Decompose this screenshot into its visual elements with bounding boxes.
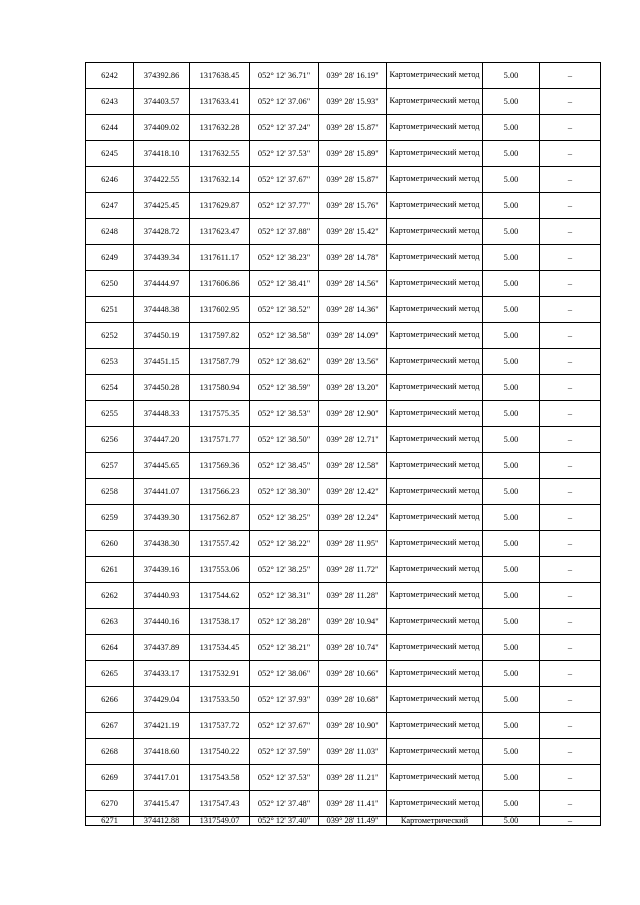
y-coordinate-cell: 1317540.22 (190, 739, 250, 765)
y-coordinate-cell: 1317611.17 (190, 245, 250, 271)
table-row (86, 505, 601, 531)
method-cell: Картометрический метод (387, 609, 483, 635)
description-cell: – (540, 453, 601, 479)
latitude-cell: 052° 12' 37.59" (250, 739, 319, 765)
point-number-cell: 6259 (86, 505, 134, 531)
x-coordinate-cell: 374429.04 (134, 687, 190, 713)
table-row (86, 297, 601, 323)
point-number-cell: 6243 (86, 89, 134, 115)
longitude-cell: 039° 28' 10.68" (319, 687, 387, 713)
latitude-cell: 052° 12' 38.52" (250, 297, 319, 323)
y-coordinate-cell: 1317557.42 (190, 531, 250, 557)
point-number-cell: 6265 (86, 661, 134, 687)
y-coordinate-cell: 1317602.95 (190, 297, 250, 323)
description-cell: – (540, 765, 601, 791)
description-cell: – (540, 687, 601, 713)
latitude-cell: 052° 12' 38.41" (250, 271, 319, 297)
description-cell: – (540, 141, 601, 167)
point-number-cell: 6263 (86, 609, 134, 635)
table-row (86, 401, 601, 427)
latitude-cell: 052° 12' 37.24" (250, 115, 319, 141)
latitude-cell: 052° 12' 36.71" (250, 63, 319, 89)
method-cell: Картометрический метод (387, 167, 483, 193)
method-cell: Картометрический метод (387, 63, 483, 89)
point-number-cell: 6267 (86, 713, 134, 739)
description-cell: – (540, 297, 601, 323)
longitude-cell: 039° 28' 12.58" (319, 453, 387, 479)
accuracy-cell: 5.00 (483, 765, 540, 791)
table-row (86, 141, 601, 167)
longitude-cell: 039° 28' 11.28" (319, 583, 387, 609)
accuracy-cell: 5.00 (483, 245, 540, 271)
x-coordinate-cell: 374448.38 (134, 297, 190, 323)
description-cell: – (540, 193, 601, 219)
latitude-cell: 052° 12' 38.06" (250, 661, 319, 687)
x-coordinate-cell: 374439.34 (134, 245, 190, 271)
table-row (86, 63, 601, 89)
y-coordinate-cell: 1317575.35 (190, 401, 250, 427)
latitude-cell: 052° 12' 38.59" (250, 375, 319, 401)
x-coordinate-cell: 374441.07 (134, 479, 190, 505)
method-cell: Картометрический метод (387, 193, 483, 219)
point-number-cell: 6258 (86, 479, 134, 505)
description-cell: – (540, 713, 601, 739)
longitude-cell: 039° 28' 12.24" (319, 505, 387, 531)
method-cell: Картометрический (387, 817, 483, 826)
point-number-cell: 6266 (86, 687, 134, 713)
point-number-cell: 6244 (86, 115, 134, 141)
method-cell: Картометрический метод (387, 583, 483, 609)
y-coordinate-cell: 1317543.58 (190, 765, 250, 791)
x-coordinate-cell: 374428.72 (134, 219, 190, 245)
description-cell: – (540, 89, 601, 115)
longitude-cell: 039° 28' 14.36" (319, 297, 387, 323)
description-cell: – (540, 427, 601, 453)
accuracy-cell: 5.00 (483, 167, 540, 193)
latitude-cell: 052° 12' 38.58" (250, 323, 319, 349)
latitude-cell: 052° 12' 37.67" (250, 713, 319, 739)
description-cell: – (540, 479, 601, 505)
longitude-cell: 039° 28' 15.93" (319, 89, 387, 115)
longitude-cell: 039° 28' 10.66" (319, 661, 387, 687)
y-coordinate-cell: 1317544.62 (190, 583, 250, 609)
y-coordinate-cell: 1317587.79 (190, 349, 250, 375)
x-coordinate-cell: 374437.89 (134, 635, 190, 661)
y-coordinate-cell: 1317638.45 (190, 63, 250, 89)
latitude-cell: 052° 12' 37.40" (250, 817, 319, 826)
accuracy-cell: 5.00 (483, 141, 540, 167)
latitude-cell: 052° 12' 38.23" (250, 245, 319, 271)
accuracy-cell: 5.00 (483, 63, 540, 89)
latitude-cell: 052° 12' 38.50" (250, 427, 319, 453)
description-cell: – (540, 245, 601, 271)
latitude-cell: 052° 12' 38.30" (250, 479, 319, 505)
latitude-cell: 052° 12' 38.31" (250, 583, 319, 609)
table-body (86, 63, 601, 826)
point-number-cell: 6269 (86, 765, 134, 791)
accuracy-cell: 5.00 (483, 557, 540, 583)
method-cell: Картометрический метод (387, 427, 483, 453)
accuracy-cell: 5.00 (483, 193, 540, 219)
table-row (86, 531, 601, 557)
latitude-cell: 052° 12' 37.93" (250, 687, 319, 713)
table-row (86, 89, 601, 115)
y-coordinate-cell: 1317533.50 (190, 687, 250, 713)
method-cell: Картометрический метод (387, 323, 483, 349)
accuracy-cell: 5.00 (483, 427, 540, 453)
table-row (86, 115, 601, 141)
accuracy-cell: 5.00 (483, 791, 540, 817)
description-cell: – (540, 557, 601, 583)
y-coordinate-cell: 1317623.47 (190, 219, 250, 245)
y-coordinate-cell: 1317632.28 (190, 115, 250, 141)
accuracy-cell: 5.00 (483, 505, 540, 531)
point-number-cell: 6268 (86, 739, 134, 765)
description-cell: – (540, 401, 601, 427)
accuracy-cell: 5.00 (483, 817, 540, 826)
method-cell: Картометрический метод (387, 739, 483, 765)
method-cell: Картометрический метод (387, 219, 483, 245)
method-cell: Картометрический метод (387, 453, 483, 479)
method-cell: Картометрический метод (387, 687, 483, 713)
accuracy-cell: 5.00 (483, 713, 540, 739)
description-cell: – (540, 115, 601, 141)
longitude-cell: 039° 28' 13.56" (319, 349, 387, 375)
y-coordinate-cell: 1317580.94 (190, 375, 250, 401)
latitude-cell: 052° 12' 38.62" (250, 349, 319, 375)
latitude-cell: 052° 12' 37.88" (250, 219, 319, 245)
x-coordinate-cell: 374438.30 (134, 531, 190, 557)
description-cell: – (540, 271, 601, 297)
accuracy-cell: 5.00 (483, 349, 540, 375)
x-coordinate-cell: 374439.30 (134, 505, 190, 531)
y-coordinate-cell: 1317629.87 (190, 193, 250, 219)
table-row (86, 713, 601, 739)
latitude-cell: 052° 12' 38.25" (250, 557, 319, 583)
latitude-cell: 052° 12' 37.06" (250, 89, 319, 115)
point-number-cell: 6249 (86, 245, 134, 271)
accuracy-cell: 5.00 (483, 375, 540, 401)
description-cell: – (540, 63, 601, 89)
table-row (86, 817, 601, 826)
accuracy-cell: 5.00 (483, 401, 540, 427)
accuracy-cell: 5.00 (483, 635, 540, 661)
x-coordinate-cell: 374409.02 (134, 115, 190, 141)
longitude-cell: 039° 28' 10.74" (319, 635, 387, 661)
accuracy-cell: 5.00 (483, 531, 540, 557)
description-cell: – (540, 505, 601, 531)
point-number-cell: 6255 (86, 401, 134, 427)
method-cell: Картометрический метод (387, 557, 483, 583)
method-cell: Картометрический метод (387, 141, 483, 167)
accuracy-cell: 5.00 (483, 89, 540, 115)
x-coordinate-cell: 374440.16 (134, 609, 190, 635)
description-cell: – (540, 375, 601, 401)
point-number-cell: 6257 (86, 453, 134, 479)
table-row (86, 349, 601, 375)
longitude-cell: 039° 28' 15.89" (319, 141, 387, 167)
latitude-cell: 052° 12' 37.67" (250, 167, 319, 193)
table-row (86, 583, 601, 609)
x-coordinate-cell: 374444.97 (134, 271, 190, 297)
table-row (86, 479, 601, 505)
point-number-cell: 6251 (86, 297, 134, 323)
table-row (86, 635, 601, 661)
method-cell: Картометрический метод (387, 89, 483, 115)
latitude-cell: 052° 12' 38.21" (250, 635, 319, 661)
description-cell: – (540, 167, 601, 193)
x-coordinate-cell: 374433.17 (134, 661, 190, 687)
longitude-cell: 039° 28' 12.71" (319, 427, 387, 453)
x-coordinate-cell: 374448.33 (134, 401, 190, 427)
description-cell: – (540, 323, 601, 349)
y-coordinate-cell: 1317571.77 (190, 427, 250, 453)
longitude-cell: 039° 28' 14.09" (319, 323, 387, 349)
longitude-cell: 039° 28' 15.87" (319, 115, 387, 141)
x-coordinate-cell: 374403.57 (134, 89, 190, 115)
description-cell: – (540, 791, 601, 817)
point-number-cell: 6245 (86, 141, 134, 167)
description-cell: – (540, 635, 601, 661)
accuracy-cell: 5.00 (483, 739, 540, 765)
table-row (86, 323, 601, 349)
longitude-cell: 039° 28' 14.56" (319, 271, 387, 297)
table-row (86, 791, 601, 817)
y-coordinate-cell: 1317562.87 (190, 505, 250, 531)
y-coordinate-cell: 1317538.17 (190, 609, 250, 635)
table-row (86, 739, 601, 765)
point-number-cell: 6256 (86, 427, 134, 453)
y-coordinate-cell: 1317534.45 (190, 635, 250, 661)
point-number-cell: 6260 (86, 531, 134, 557)
latitude-cell: 052° 12' 37.77" (250, 193, 319, 219)
table-row (86, 271, 601, 297)
description-cell: – (540, 349, 601, 375)
y-coordinate-cell: 1317547.43 (190, 791, 250, 817)
y-coordinate-cell: 1317537.72 (190, 713, 250, 739)
table-row (86, 375, 601, 401)
table-row (86, 661, 601, 687)
method-cell: Картометрический метод (387, 401, 483, 427)
accuracy-cell: 5.00 (483, 479, 540, 505)
table-row (86, 245, 601, 271)
method-cell: Картометрический метод (387, 115, 483, 141)
x-coordinate-cell: 374418.60 (134, 739, 190, 765)
method-cell: Картометрический метод (387, 791, 483, 817)
y-coordinate-cell: 1317553.06 (190, 557, 250, 583)
x-coordinate-cell: 374425.45 (134, 193, 190, 219)
method-cell: Картометрический метод (387, 479, 483, 505)
longitude-cell: 039° 28' 15.76" (319, 193, 387, 219)
coordinates-table (85, 62, 601, 826)
longitude-cell: 039° 28' 14.78" (319, 245, 387, 271)
method-cell: Картометрический метод (387, 245, 483, 271)
x-coordinate-cell: 374412.88 (134, 817, 190, 826)
longitude-cell: 039° 28' 11.03" (319, 739, 387, 765)
x-coordinate-cell: 374421.19 (134, 713, 190, 739)
x-coordinate-cell: 374450.19 (134, 323, 190, 349)
description-cell: – (540, 661, 601, 687)
accuracy-cell: 5.00 (483, 297, 540, 323)
description-cell: – (540, 219, 601, 245)
point-number-cell: 6248 (86, 219, 134, 245)
y-coordinate-cell: 1317549.07 (190, 817, 250, 826)
longitude-cell: 039° 28' 11.72" (319, 557, 387, 583)
x-coordinate-cell: 374439.16 (134, 557, 190, 583)
point-number-cell: 6254 (86, 375, 134, 401)
accuracy-cell: 5.00 (483, 115, 540, 141)
point-number-cell: 6271 (86, 817, 134, 826)
point-number-cell: 6250 (86, 271, 134, 297)
table-row (86, 193, 601, 219)
longitude-cell: 039° 28' 12.90" (319, 401, 387, 427)
latitude-cell: 052° 12' 38.25" (250, 505, 319, 531)
longitude-cell: 039° 28' 15.42" (319, 219, 387, 245)
table-row (86, 765, 601, 791)
y-coordinate-cell: 1317566.23 (190, 479, 250, 505)
point-number-cell: 6262 (86, 583, 134, 609)
x-coordinate-cell: 374445.65 (134, 453, 190, 479)
latitude-cell: 052° 12' 38.22" (250, 531, 319, 557)
point-number-cell: 6246 (86, 167, 134, 193)
accuracy-cell: 5.00 (483, 609, 540, 635)
method-cell: Картометрический метод (387, 765, 483, 791)
accuracy-cell: 5.00 (483, 661, 540, 687)
method-cell: Картометрический метод (387, 505, 483, 531)
x-coordinate-cell: 374415.47 (134, 791, 190, 817)
longitude-cell: 039° 28' 11.95" (319, 531, 387, 557)
description-cell: – (540, 817, 601, 826)
latitude-cell: 052° 12' 37.48" (250, 791, 319, 817)
x-coordinate-cell: 374417.01 (134, 765, 190, 791)
longitude-cell: 039° 28' 15.87" (319, 167, 387, 193)
description-cell: – (540, 609, 601, 635)
accuracy-cell: 5.00 (483, 219, 540, 245)
y-coordinate-cell: 1317569.36 (190, 453, 250, 479)
x-coordinate-cell: 374451.15 (134, 349, 190, 375)
y-coordinate-cell: 1317633.41 (190, 89, 250, 115)
method-cell: Картометрический метод (387, 297, 483, 323)
table-row (86, 687, 601, 713)
longitude-cell: 039° 28' 16.19" (319, 63, 387, 89)
method-cell: Картометрический метод (387, 375, 483, 401)
latitude-cell: 052° 12' 38.53" (250, 401, 319, 427)
table-row (86, 219, 601, 245)
x-coordinate-cell: 374392.86 (134, 63, 190, 89)
y-coordinate-cell: 1317597.82 (190, 323, 250, 349)
longitude-cell: 039° 28' 11.41" (319, 791, 387, 817)
table-row (86, 167, 601, 193)
accuracy-cell: 5.00 (483, 583, 540, 609)
x-coordinate-cell: 374447.20 (134, 427, 190, 453)
y-coordinate-cell: 1317532.91 (190, 661, 250, 687)
description-cell: – (540, 531, 601, 557)
description-cell: – (540, 739, 601, 765)
table-row (86, 453, 601, 479)
method-cell: Картометрический метод (387, 271, 483, 297)
x-coordinate-cell: 374418.10 (134, 141, 190, 167)
point-number-cell: 6247 (86, 193, 134, 219)
accuracy-cell: 5.00 (483, 453, 540, 479)
accuracy-cell: 5.00 (483, 323, 540, 349)
x-coordinate-cell: 374422.55 (134, 167, 190, 193)
latitude-cell: 052° 12' 38.28" (250, 609, 319, 635)
y-coordinate-cell: 1317632.55 (190, 141, 250, 167)
longitude-cell: 039° 28' 11.21" (319, 765, 387, 791)
x-coordinate-cell: 374450.28 (134, 375, 190, 401)
point-number-cell: 6264 (86, 635, 134, 661)
latitude-cell: 052° 12' 38.45" (250, 453, 319, 479)
method-cell: Картометрический метод (387, 531, 483, 557)
latitude-cell: 052° 12' 37.53" (250, 765, 319, 791)
point-number-cell: 6270 (86, 791, 134, 817)
point-number-cell: 6242 (86, 63, 134, 89)
accuracy-cell: 5.00 (483, 271, 540, 297)
method-cell: Картометрический метод (387, 349, 483, 375)
method-cell: Картометрический метод (387, 713, 483, 739)
point-number-cell: 6252 (86, 323, 134, 349)
table-row (86, 609, 601, 635)
longitude-cell: 039° 28' 11.49" (319, 817, 387, 826)
method-cell: Картометрический метод (387, 635, 483, 661)
table-row (86, 427, 601, 453)
y-coordinate-cell: 1317606.86 (190, 271, 250, 297)
method-cell: Картометрический метод (387, 661, 483, 687)
table-row (86, 557, 601, 583)
longitude-cell: 039° 28' 10.94" (319, 609, 387, 635)
longitude-cell: 039° 28' 13.20" (319, 375, 387, 401)
point-number-cell: 6253 (86, 349, 134, 375)
point-number-cell: 6261 (86, 557, 134, 583)
longitude-cell: 039° 28' 12.42" (319, 479, 387, 505)
x-coordinate-cell: 374440.93 (134, 583, 190, 609)
accuracy-cell: 5.00 (483, 687, 540, 713)
y-coordinate-cell: 1317632.14 (190, 167, 250, 193)
latitude-cell: 052° 12' 37.53" (250, 141, 319, 167)
longitude-cell: 039° 28' 10.90" (319, 713, 387, 739)
description-cell: – (540, 583, 601, 609)
